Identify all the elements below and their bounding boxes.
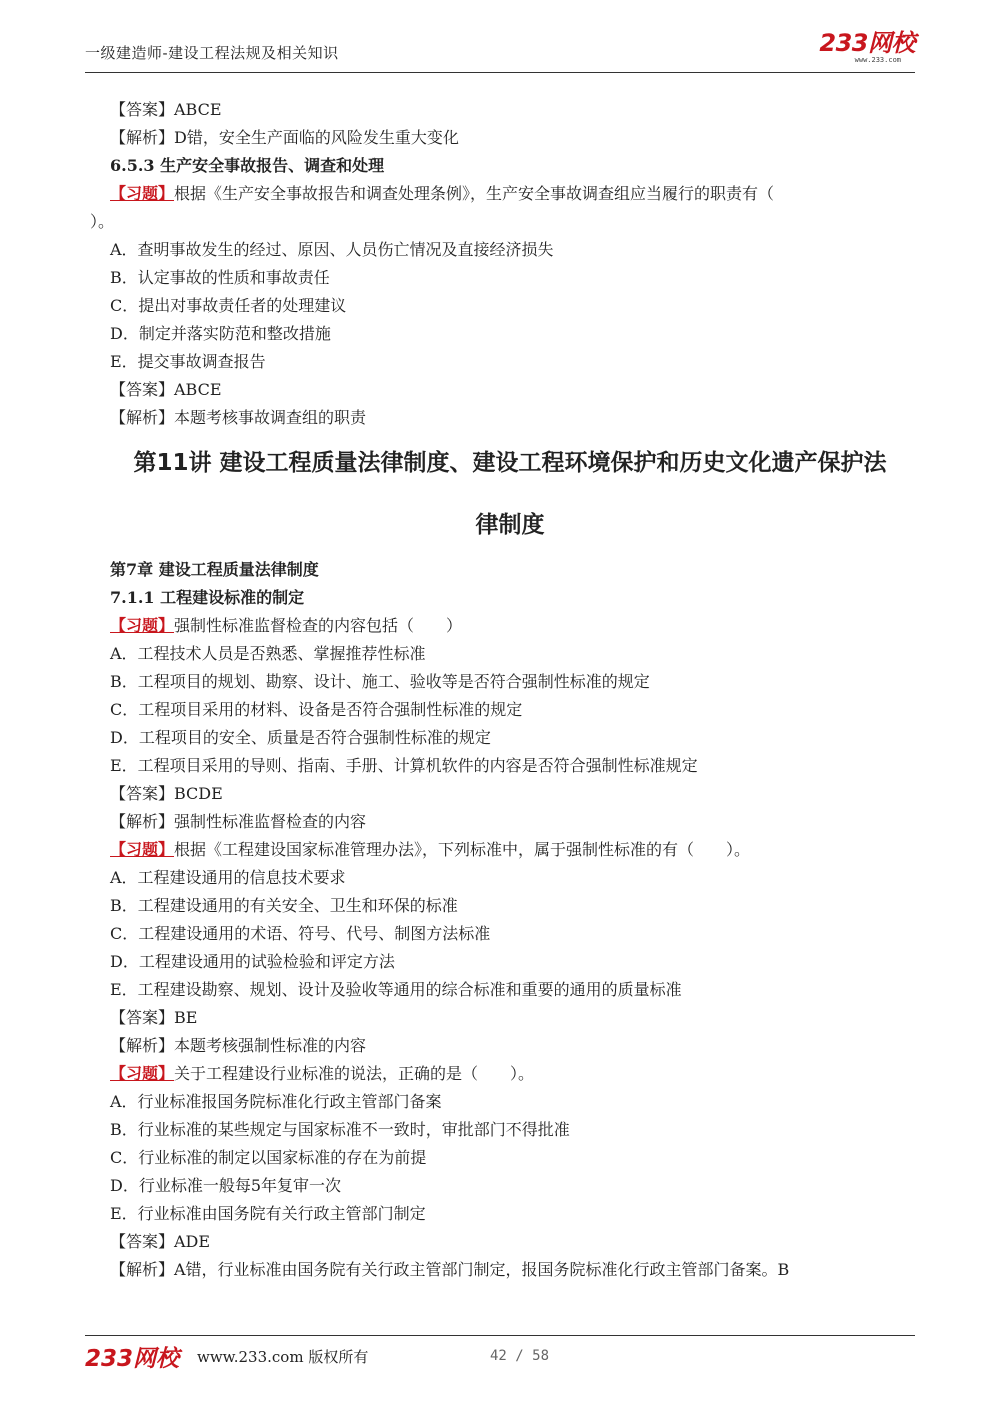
option-line: A．工程技术人员是否熟悉、掌握推荐性标准 [110,644,426,663]
option-line: D．工程建设通用的试验检验和评定方法 [110,952,395,971]
question-stem [110,836,910,864]
section-heading: 7.1.1 工程建设标准的制定 [110,588,305,607]
footer-copyright: www.233.com 版权所有 [197,1348,369,1366]
option-line: D．工程项目的安全、质量是否符合强制性标准的规定 [110,728,491,747]
option-line: E．提交事故调查报告 [110,352,266,371]
analysis-line: 【解析】A错，行业标准由国务院有关行政主管部门制定，报国务院标准化行政主管部门备案。B [110,1260,790,1279]
question-stem [110,180,910,208]
page-number: 42 / 58 [490,1348,550,1364]
option-line: B．工程建设通用的有关安全、卫生和环保的标准 [110,896,458,915]
option-line: E．行业标准由国务院有关行政主管部门制定 [110,1204,426,1223]
question-text: 根据《工程建设国家标准管理办法》，下列标准中，属于强制性标准的有（ ）。 [174,840,751,859]
answer-line: 【答案】BCDE [110,784,223,803]
question-stem [110,1060,910,1088]
option-line: B．行业标准的某些规定与国家标准不一致时，审批部门不得批准 [110,1120,570,1139]
logo-url: www.233.com [854,56,901,64]
lecture-title-line2: 律制度 [475,512,545,538]
option-line: D．制定并落实防范和整改措施 [110,324,331,343]
option-line: E．工程项目采用的导则、指南、手册、计算机软件的内容是否符合强制性标准规定 [110,756,698,775]
analysis-line: 【解析】强制性标准监督检查的内容 [110,812,367,831]
option-line: C．工程项目采用的材料、设备是否符合强制性标准的规定 [110,700,523,719]
logo-text: 233网校 [819,29,915,57]
answer-line: 【答案】ABCE [110,380,222,399]
analysis-line: 【解析】本题考核强制性标准的内容 [110,1036,367,1055]
option-line: E．工程建设勘察、规划、设计及验收等通用的综合标准和重要的通用的质量标准 [110,980,682,999]
option-line: D．行业标准一般每5年复审一次 [110,1176,342,1195]
analysis-line: 【解析】D错，安全生产面临的风险发生重大变化 [110,128,459,147]
question-tag: 【习题】 [110,840,175,859]
option-line: A．行业标准报国务院标准化行政主管部门备案 [110,1092,442,1111]
page-footer [85,1335,915,1376]
option-line: C．提出对事故责任者的处理建议 [110,296,347,315]
header-title: 一级建造师-建设工程法规及相关知识 [85,44,339,62]
question-text: 根据《生产安全事故报告和调查处理条例》，生产安全事故调查组应当履行的职责有（ [174,184,775,203]
option-line: C．工程建设通用的术语、符号、代号、制图方法标准 [110,924,491,943]
option-line: B．工程项目的规划、勘察、设计、施工、验收等是否符合强制性标准的规定 [110,672,650,691]
footer-logo: 233网校 [85,1346,180,1372]
option-line: A．查明事故发生的经过、原因、人员伤亡情况及直接经济损失 [110,240,554,259]
option-line: A．工程建设通用的信息技术要求 [110,868,346,887]
question-tag: 【习题】 [110,184,175,203]
lecture-title [110,432,910,556]
question-text: 关于工程建设行业标准的说法，正确的是（ ）。 [174,1064,535,1083]
question-tag: 【习题】 [110,1064,175,1083]
analysis-line: 【解析】本题考核事故调查组的职责 [110,408,367,427]
option-line: B．认定事故的性质和事故责任 [110,268,330,287]
question-text: 强制性标准监督检查的内容包括（ ） [174,616,463,635]
page-content [90,96,910,1284]
question-stem [110,612,910,640]
answer-line: 【答案】ABCE [110,100,222,119]
answer-line: 【答案】BE [110,1008,198,1027]
question-stem-continued: ）。 [90,212,115,231]
option-line: C．行业标准的制定以国家标准的存在为前提 [110,1148,427,1167]
answer-line: 【答案】ADE [110,1232,211,1251]
lecture-title-line1: 第11讲 建设工程质量法律制度、建设工程环境保护和历史文化遗产保护法 [133,450,887,476]
header-logo [819,30,915,64]
page-header [85,28,915,73]
chapter-heading: 第7章 建设工程质量法律制度 [110,560,319,579]
section-heading: 6.5.3 生产安全事故报告、调查和处理 [110,156,385,175]
question-tag: 【习题】 [110,616,175,635]
